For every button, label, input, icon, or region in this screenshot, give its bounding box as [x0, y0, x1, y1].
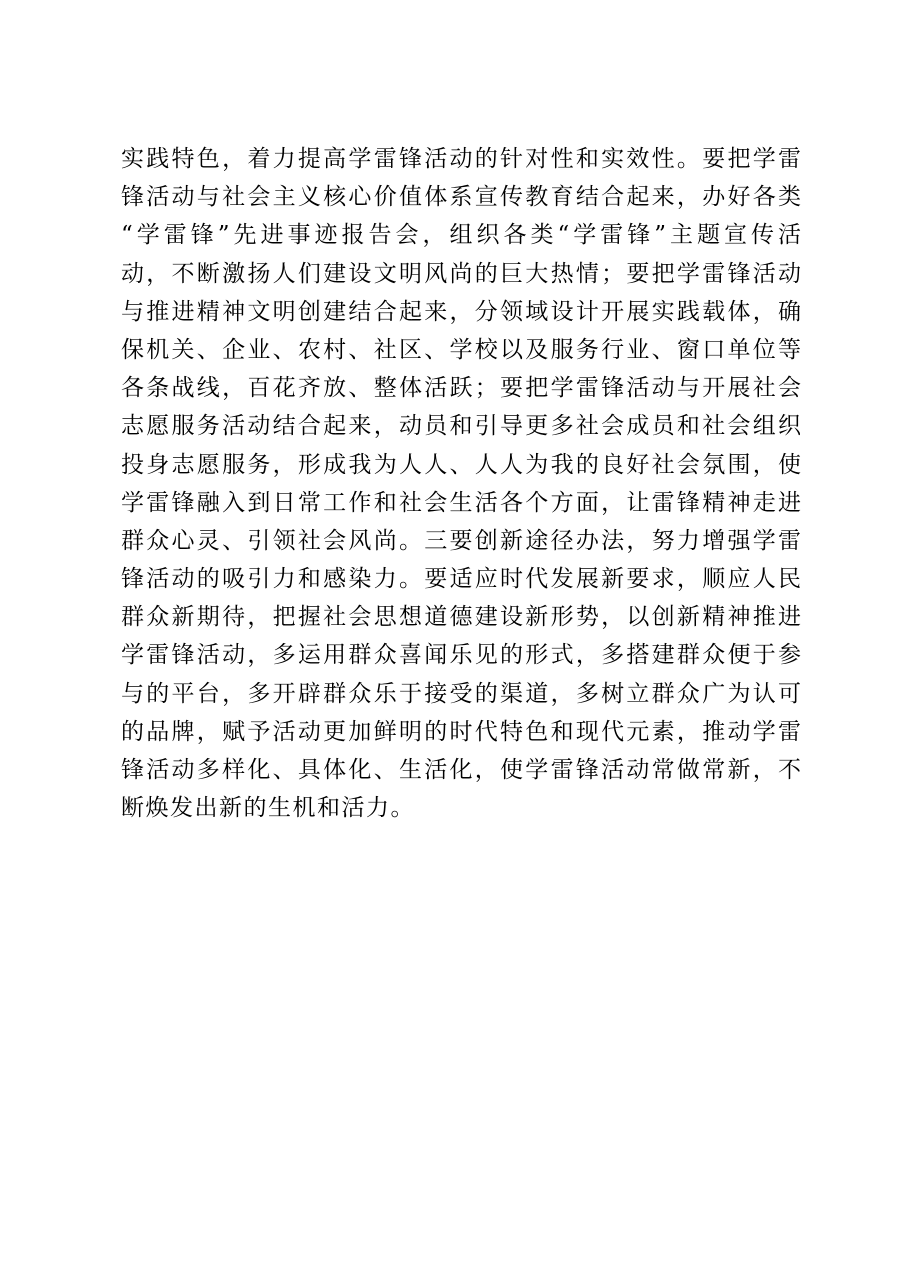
text-line-1: 实践特色，着力提高学雷锋活动的针对性和实效性。要把学雷: [121, 146, 801, 172]
text-line-2: 锋活动与社会主义核心价值体系宣传教育结合起来，办好各类: [121, 184, 801, 211]
text-line-7: 各条战线，百花齐放、整体活跃；要把学雷锋活动与开展社会: [121, 375, 801, 402]
text-line-6: 保机关、企业、农村、社区、学校以及服务行业、窗口单位等: [121, 336, 801, 363]
text-line-12: 锋活动的吸引力和感染力。要适应时代发展新要求，顺应人民: [121, 566, 801, 593]
text-line-15: 与的平台，多开辟群众乐于接受的渠道，多树立群众广为认可: [121, 680, 801, 707]
body-paragraph: [121, 140, 801, 827]
text-line-10: 学雷锋融入到日常工作和社会生活各个方面，让雷锋精神走进: [121, 489, 801, 516]
text-line-14: 学雷锋活动，多运用群众喜闻乐见的形式，多搭建群众便于参: [121, 642, 801, 669]
text-line-8: 志愿服务活动结合起来，动员和引导更多社会成员和社会组织: [121, 413, 801, 440]
text-line-18: 断焕发出新的生机和活力。: [121, 795, 415, 822]
text-line-11: 群众心灵、引领社会风尚。三要创新途径办法，努力增强学雷: [121, 527, 801, 554]
text-line-9: 投身志愿服务，形成我为人人、人人为我的良好社会氛围，使: [121, 451, 801, 478]
text-line-16: 的品牌，赋予活动更加鲜明的时代特色和现代元素，推动学雷: [121, 718, 801, 745]
text-line-4: 动，不断激扬人们建设文明风尚的巨大热情；要把学雷锋活动: [121, 260, 801, 287]
text-line-13: 群众新期待，把握社会思想道德建设新形势，以创新精神推进: [121, 604, 801, 631]
text-line-5: 与推进精神文明创建结合起来，分领域设计开展实践载体，确: [121, 298, 801, 325]
text-line-3: “学雷锋”先进事迹报告会，组织各类“学雷锋”主题宣传活: [121, 222, 801, 249]
text-line-17: 锋活动多样化、具体化、生活化，使学雷锋活动常做常新，不: [121, 757, 801, 783]
